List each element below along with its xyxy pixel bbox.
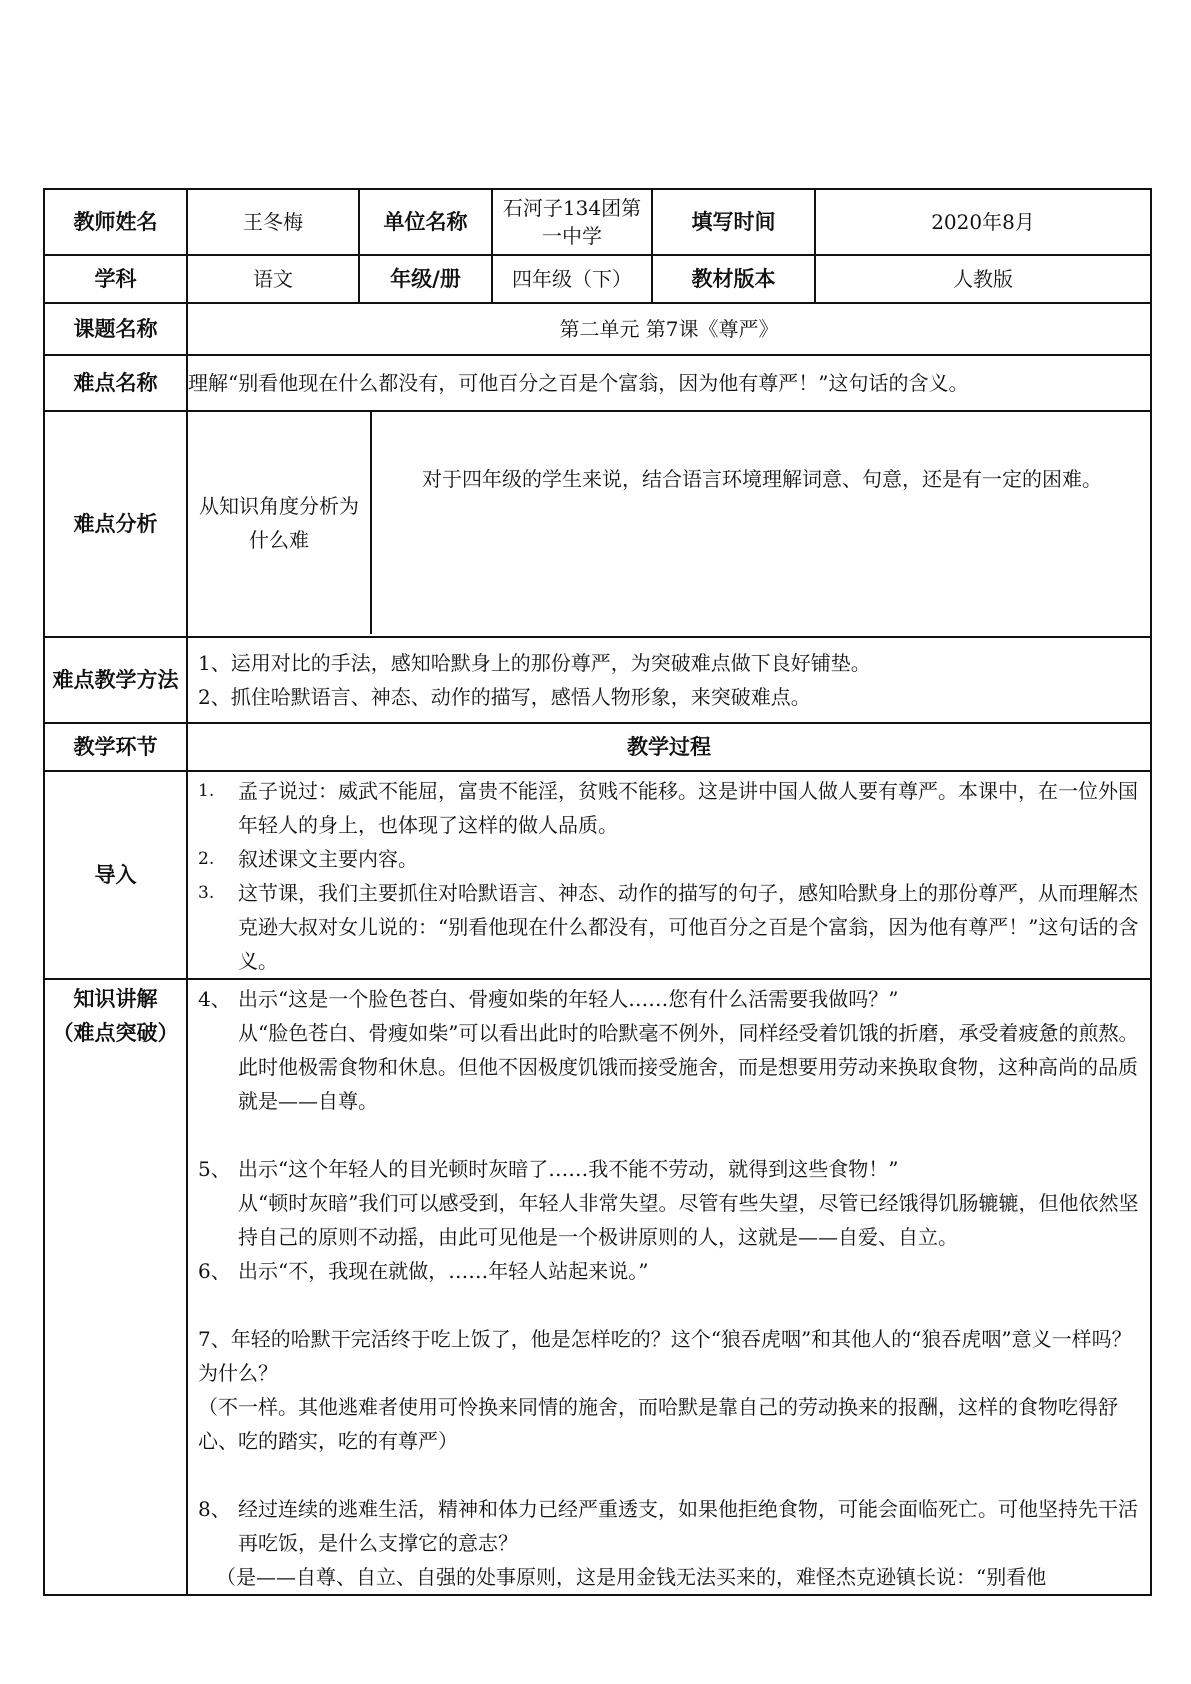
difficulty-label: 难点名称	[44, 355, 187, 411]
topic-value: 第二单元 第7课《尊严》	[187, 303, 1151, 355]
item-number: 2.	[198, 849, 215, 869]
item-number: 4、	[198, 987, 231, 1011]
method-line: 1、运用对比的手法，感知哈默身上的那份尊严，为突破难点做下良好铺垫。	[198, 651, 871, 675]
item-number: 6、	[198, 1259, 231, 1283]
list-item	[188, 1492, 1150, 1560]
intro-label: 导入	[44, 771, 187, 979]
item-explanation: 从“顿时灰暗”我们可以感受到，年轻人非常失望。尽管有些失望，尽管已经饿得饥肠辘辘，但他依然坚持自己的原则不动摇，由此可见他是一个极讲原则的人，这就是——自爱、自立。	[238, 1191, 1139, 1249]
item-8-answer: （是——自尊、自立、自强的处事原则，这是用金钱无法买来的，难怪杰克逊镇长说：“别看他	[216, 1565, 1047, 1589]
lesson-plan-table	[43, 188, 1152, 1596]
time-label: 填写时间	[652, 189, 815, 255]
methods-cell	[187, 637, 1151, 723]
item-text: 孟子说过：威武不能屈，富贵不能淫，贫贱不能移。这是讲中国人做人要有尊严。本课中，在一位外国年轻人的身上，也体现了这样的做人品质。	[238, 779, 1138, 837]
methods-label: 难点教学方法	[44, 637, 187, 723]
item-number: 8、	[198, 1497, 231, 1521]
list-item	[188, 982, 1150, 1118]
item-text: 出示“不，我现在就做，……年轻人站起来说。”	[238, 1259, 649, 1283]
analysis-cell	[187, 411, 1151, 637]
grade-value: 四年级（下）	[492, 255, 652, 303]
row-difficulty	[44, 355, 1151, 411]
item-explanation: 从“脸色苍白、骨瘦如柴”可以看出此时的哈默毫不例外，同样经受着饥饿的折磨，承受着疲惫的煎熬。此时他极需食物和休息。但他不因极度饥饿而接受施舍，而是想要用劳动来换取食物，这种高尚的品质就是——自尊。	[238, 1021, 1139, 1113]
row-subject	[44, 255, 1151, 303]
item-number: 5、	[198, 1157, 231, 1181]
item-text: 出示“这是一个脸色苍白、骨瘦如柴的年轻人……您有什么活需要我做吗？”	[238, 987, 899, 1011]
teacher-value: 王冬梅	[187, 189, 359, 255]
row-teacher	[44, 189, 1151, 255]
row-intro	[44, 771, 1151, 979]
list-item	[188, 1152, 1150, 1254]
method-line: 2、抓住哈默语言、神态、动作的描写，感悟人物形象，来突破难点。	[198, 685, 811, 709]
row-knowledge	[44, 979, 1151, 1595]
knowledge-label: 知识讲解	[73, 987, 158, 1011]
analysis-sub-label: 从知识角度分析为什么难	[188, 412, 372, 634]
analysis-label: 难点分析	[44, 411, 187, 637]
unit-value: 石河子134团第一中学	[492, 189, 652, 255]
list-item	[188, 774, 1150, 842]
process-title: 教学过程	[187, 723, 1151, 771]
item-number: 3.	[198, 883, 215, 903]
process-phase-label: 教学环节	[44, 723, 187, 771]
unit-label: 单位名称	[359, 189, 492, 255]
intro-cell	[187, 771, 1151, 979]
topic-label: 课题名称	[44, 303, 187, 355]
item-number: 1.	[198, 781, 215, 801]
list-item	[188, 876, 1150, 978]
edition-value: 人教版	[815, 255, 1151, 303]
subject-value: 语文	[187, 255, 359, 303]
list-item	[188, 1254, 1150, 1288]
grade-label: 年级/册	[359, 255, 492, 303]
edition-label: 教材版本	[652, 255, 815, 303]
item-text: 经过连续的逃难生活，精神和体力已经严重透支，如果他拒绝食物，可能会面临死亡。可他坚持先干活再吃饭，是什么支撑它的意志？	[238, 1497, 1138, 1555]
teacher-label: 教师姓名	[44, 189, 187, 255]
list-item	[188, 842, 1150, 876]
item-text: 这节课，我们主要抓住对哈默语言、神态、动作的描写的句子，感知哈默身上的那份尊严，从而理解杰克逊大叔对女儿说的：“别看他现在什么都没有，可他百分之百是个富翁，因为他有尊严！”这句话的含义。	[238, 881, 1139, 973]
time-value: 2020年8月	[815, 189, 1151, 255]
difficulty-value: 理解“别看他现在什么都没有，可他百分之百是个富翁，因为他有尊严！”这句话的含义。	[187, 355, 1151, 411]
item-text: 叙述课文主要内容。	[238, 847, 418, 871]
row-methods	[44, 637, 1151, 723]
item-7-question: 7、年轻的哈默干完活终于吃上饭了，他是怎样吃的？这个“狼吞虎咽”和其他人的“狼吞虎咽”意义一样吗？为什么？	[198, 1327, 1132, 1385]
item-text: 出示“这个年轻人的目光顿时灰暗了……我不能不劳动，就得到这些食物！”	[238, 1157, 899, 1181]
knowledge-cell	[187, 979, 1151, 1595]
subject-label: 学科	[44, 255, 187, 303]
item-7-answer: （不一样。其他逃难者使用可怜换来同情的施舍，而哈默是靠自己的劳动换来的报酬，这样的食物吃得舒心、吃的踏实，吃的有尊严）	[198, 1395, 1118, 1453]
analysis-text: 对于四年级的学生来说，结合语言环境理解词意、句意，还是有一定的困难。	[422, 467, 1102, 491]
knowledge-label-cell	[44, 979, 187, 1595]
knowledge-sub-label: （难点突破）	[52, 1021, 179, 1045]
row-topic	[44, 303, 1151, 355]
row-process-header	[44, 723, 1151, 771]
row-analysis	[44, 411, 1151, 637]
